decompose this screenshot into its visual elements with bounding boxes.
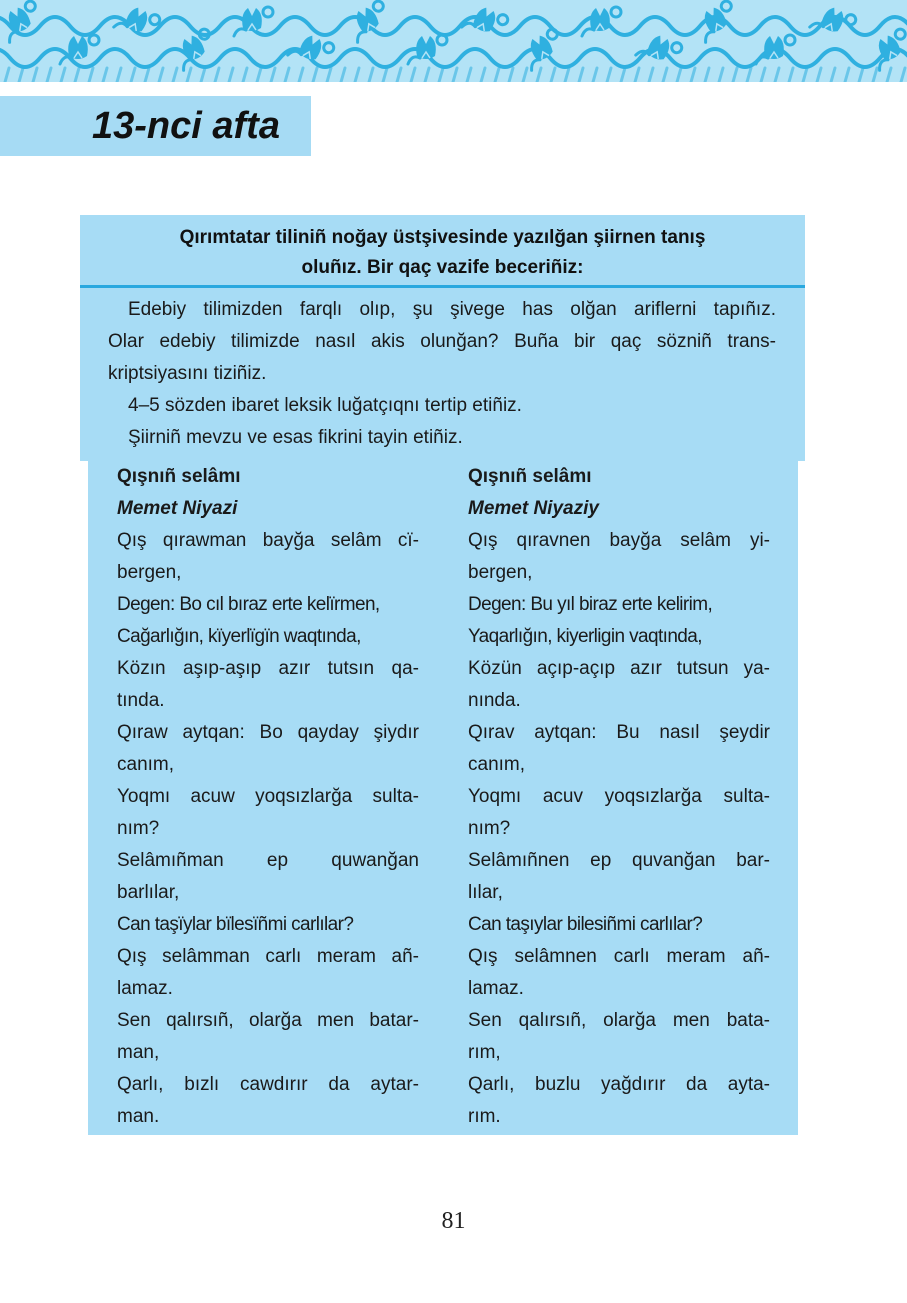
decorative-floral-border	[0, 0, 907, 82]
task-paragraph-line: 4–5 sözden ibaret leksik luğatçıqnı tertip etiñiz.	[128, 395, 522, 416]
poem-comparison-box	[88, 461, 798, 1135]
poem-line: bergen,	[468, 562, 533, 583]
tulip-icon	[114, 1, 162, 44]
week-title: 13-nci afta	[92, 105, 280, 147]
poem-line: tında.	[117, 690, 165, 711]
poem-line: Selâmıñman ep quwanğan	[117, 850, 419, 871]
poem-line: Qarlı, bızlı cawdırır da aytar-	[117, 1074, 419, 1095]
poem-line: Qıraw aytqan: Bo qayday şiydır	[117, 722, 419, 743]
tulip-icon	[810, 1, 858, 44]
poem-line: Cağarlığın, kïyerlïgïn waqtında,	[117, 626, 361, 647]
task-paragraph-line: Edebiy tilimizden farqlı olıp, şu şivege has olğan ariflerni tapıñız.	[128, 299, 776, 320]
poem-line: Degen: Bu yıl biraz erte kelirim,	[468, 594, 713, 615]
week-heading-tab	[0, 96, 311, 156]
task-paragraph-line: Olar edebiy tilimizde nasıl akis olunğan? Buña bir qaç sözniñ trans-	[108, 331, 776, 352]
poem-author: Memet Niyaziy	[468, 498, 599, 519]
poem-line: Can taşïylar bïlesïñmi carlılar?	[117, 914, 354, 935]
tulip-icon	[462, 1, 510, 44]
page-number: 81	[441, 1208, 466, 1234]
tulip-icon	[693, 0, 741, 42]
task-paragraph-line: kriptsiyasını tiziñiz.	[108, 363, 267, 384]
poem-line: Yoqmı acuw yoqsızlarğa sulta-	[117, 786, 419, 807]
task-title	[80, 223, 805, 283]
poem-line: canım,	[117, 754, 175, 775]
poem-line: lamaz.	[468, 978, 524, 999]
poem-line: man.	[117, 1106, 160, 1127]
tulip-icon	[60, 35, 99, 64]
task-paragraph-line: Şiirniñ mevzu ve esas fikrini tayin etiñiz.	[128, 427, 463, 448]
poem-line: barlılar,	[117, 882, 180, 903]
poem-line: nında.	[468, 690, 521, 711]
poem-line: Degen: Bo cıl bıraz erte kelïrmen,	[117, 594, 380, 615]
poem-line: Qış selâmman carlı meram añ-	[117, 946, 419, 967]
poem-line: Qış selâmnen carlı meram añ-	[468, 946, 770, 967]
poem-line: Közün açıp-açıp azır tutsun ya-	[468, 658, 770, 679]
poem-line: Sen qalırsıñ, olarğa men bata-	[468, 1010, 770, 1031]
poem-title: Qışnıñ selâmı	[117, 466, 241, 487]
poem-title: Qışnıñ selâmı	[468, 466, 592, 487]
task-header	[80, 215, 805, 285]
poem-line: canım,	[468, 754, 526, 775]
task-title-line: oluñız. Bir qaç vazife beceriñiz:	[301, 257, 584, 278]
poem-line: Yoqmı acuv yoqsızlarğa sulta-	[468, 786, 770, 807]
poem-literary-column	[468, 461, 770, 1133]
poem-line: rım.	[468, 1106, 501, 1127]
task-instructions	[80, 288, 805, 461]
poem-line: lamaz.	[117, 978, 173, 999]
poem-original-column	[117, 461, 419, 1133]
poem-line: rım,	[468, 1042, 501, 1063]
poem-line: Qırav aytqan: Bu nasıl şeydir	[468, 722, 770, 743]
poem-line: Qarlı, buzlu yağdırır da ayta-	[468, 1074, 770, 1095]
poem-line: Selâmıñnen ep quvanğan bar-	[468, 850, 770, 871]
poem-line: Közın aşıp-aşıp azır tutsın qa-	[117, 658, 419, 679]
poem-line: bergen,	[117, 562, 182, 583]
poem-line: man,	[117, 1042, 160, 1063]
poem-line: Qış qıravnen bayğa selâm yi-	[468, 530, 770, 551]
poem-line: nım?	[117, 818, 160, 839]
poem-line: Can taşıylar bilesiñmi carlılar?	[468, 914, 703, 935]
poem-line: nım?	[468, 818, 511, 839]
floral-ornament-icon	[0, 0, 907, 82]
poem-line: Qış qırawman bayğa selâm cï-	[117, 530, 419, 551]
poem-author: Memet Niyazi	[117, 498, 238, 519]
poem-line: lılar,	[468, 882, 503, 903]
poem-line: Sen qalırsıñ, olarğa men batar-	[117, 1010, 419, 1031]
poem-line: Yaqarlığın, kiyerligin vaqtında,	[468, 626, 702, 647]
task-title-line: Qırımtatar tiliniñ noğay üstşivesinde yazılğan şiirnen tanış	[179, 227, 706, 248]
